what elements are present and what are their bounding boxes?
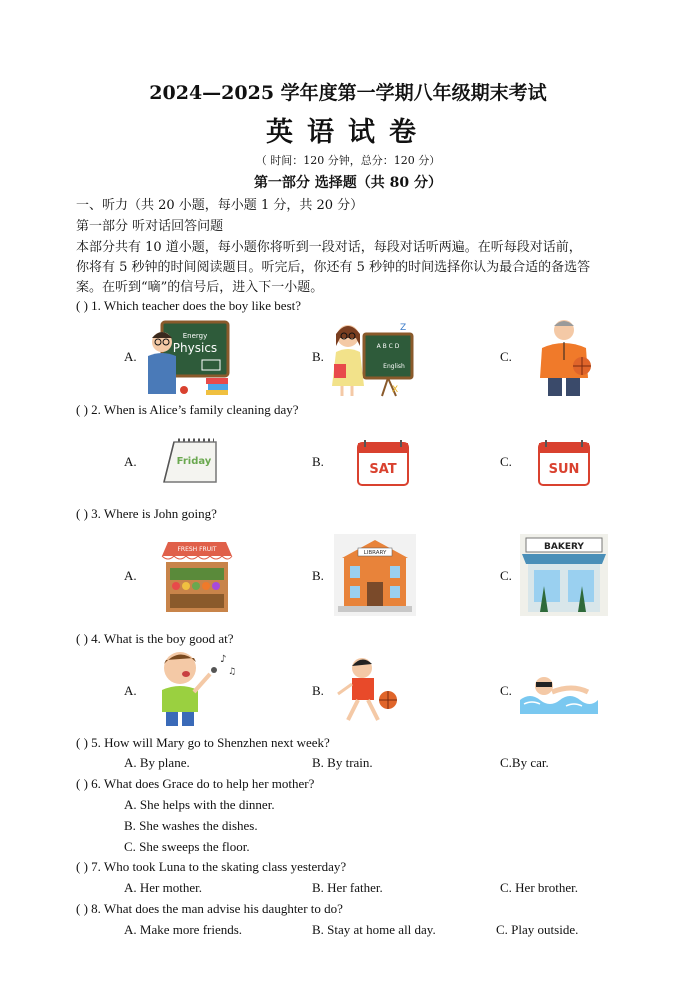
fresh-fruit-text: FRESH FRUIT bbox=[177, 546, 217, 553]
svg-text:Z: Z bbox=[400, 323, 407, 333]
board-english-text: English bbox=[383, 363, 405, 370]
question-5: ( ) 5. How will Mary go to Shenzhen next week? bbox=[76, 735, 330, 750]
q2-option-c-label: C. bbox=[500, 454, 512, 469]
pe-teacher-image bbox=[530, 316, 600, 398]
library-image bbox=[334, 534, 416, 616]
library-text: LIBRARY bbox=[363, 550, 387, 556]
friday-calendar-image bbox=[160, 436, 220, 486]
q1-option-c-label: C. bbox=[500, 349, 512, 364]
q2-option-b-label: B. bbox=[312, 454, 324, 469]
q5-option-c: C.By car. bbox=[500, 755, 549, 770]
instructions-line-1: 本部分共有 10 道小题，每小题你将听到一段对话，每段对话听两遍。在听每段对话前， bbox=[76, 240, 582, 255]
q7-option-a: A. Her mother. bbox=[124, 880, 202, 895]
q4-option-c-label: C. bbox=[500, 683, 512, 698]
question-1: ( ) 1. Which teacher does the boy like best? bbox=[76, 298, 302, 313]
q5-option-a: A. By plane. bbox=[124, 755, 190, 770]
bakery-text: BAKERY bbox=[544, 542, 584, 552]
exam-meta: （ 时间：120 分钟，总分：120 分） bbox=[255, 154, 441, 167]
board-abcd-text: A B C D bbox=[376, 343, 400, 350]
svg-text:X: X bbox=[392, 385, 399, 395]
physics-teacher-image bbox=[140, 316, 232, 396]
q2-option-a-label: A. bbox=[124, 454, 137, 469]
q6-option-a: A. She helps with the dinner. bbox=[124, 797, 275, 812]
sunday-calendar-image bbox=[536, 437, 592, 487]
exam-title: 2024—2025 学年度第一学期八年级期末考试 bbox=[149, 82, 547, 104]
q1-option-a-label: A. bbox=[124, 349, 137, 364]
instructions-line-2: 你将有 5 秒钟的时间阅读题目。听完后，你还有 5 秒钟的时间选择你认为最合适的备选答 bbox=[76, 260, 591, 275]
sun-text: SUN bbox=[548, 462, 580, 477]
q3-option-b-label: B. bbox=[312, 568, 324, 583]
q8-option-b: B. Stay at home all day. bbox=[312, 922, 436, 937]
sat-text: SAT bbox=[369, 462, 397, 477]
q6-option-b: B. She washes the dishes. bbox=[124, 818, 258, 833]
q3-option-a-label: A. bbox=[124, 568, 137, 583]
singing-boy-image bbox=[148, 646, 238, 730]
instructions-line-3: 案。在听到“嘀”的信号后，进入下一小题。 bbox=[76, 280, 324, 295]
question-2: ( ) 2. When is Alice’s family cleaning day? bbox=[76, 402, 299, 417]
board-small-text: Energy bbox=[182, 332, 208, 340]
bakery-image bbox=[520, 534, 608, 616]
swimmer-image bbox=[518, 664, 600, 720]
saturday-calendar-image bbox=[355, 437, 411, 487]
section-subheading: 第一部分 听对话回答问题 bbox=[76, 219, 224, 234]
fruit-stand-image bbox=[160, 534, 234, 616]
question-6: ( ) 6. What does Grace do to help her mother? bbox=[76, 776, 315, 791]
q4-option-b-label: B. bbox=[312, 683, 324, 698]
section-heading: 一、听力（共 20 小题，每小题 1 分，共 20 分） bbox=[76, 198, 364, 213]
basketball-boy-image bbox=[334, 654, 398, 728]
question-4: ( ) 4. What is the boy good at? bbox=[76, 631, 234, 646]
q3-option-c-label: C. bbox=[500, 568, 512, 583]
friday-text: Friday bbox=[176, 456, 212, 467]
board-physics-text: Physics bbox=[172, 341, 218, 355]
english-teacher-image bbox=[330, 316, 416, 398]
q7-option-c: C. Her brother. bbox=[500, 880, 578, 895]
question-3: ( ) 3. Where is John going? bbox=[76, 506, 217, 521]
question-7: ( ) 7. Who took Luna to the skating class yesterday? bbox=[76, 859, 347, 874]
q8-option-a: A. Make more friends. bbox=[124, 922, 243, 937]
q1-option-b-label: B. bbox=[312, 349, 324, 364]
svg-text:♪: ♪ bbox=[220, 654, 227, 665]
part-title: 第一部分 选择题（共 80 分） bbox=[253, 175, 443, 191]
question-8: ( ) 8. What does the man advise his daughter to do? bbox=[76, 901, 343, 916]
svg-text:♫: ♫ bbox=[228, 667, 237, 677]
q6-option-c: C. She sweeps the floor. bbox=[124, 839, 250, 854]
q7-option-b: B. Her father. bbox=[312, 880, 383, 895]
q4-option-a-label: A. bbox=[124, 683, 137, 698]
subject-title: 英语试卷 bbox=[266, 117, 430, 148]
q5-option-b: B. By train. bbox=[312, 755, 373, 770]
q8-option-c: C. Play outside. bbox=[496, 922, 579, 937]
